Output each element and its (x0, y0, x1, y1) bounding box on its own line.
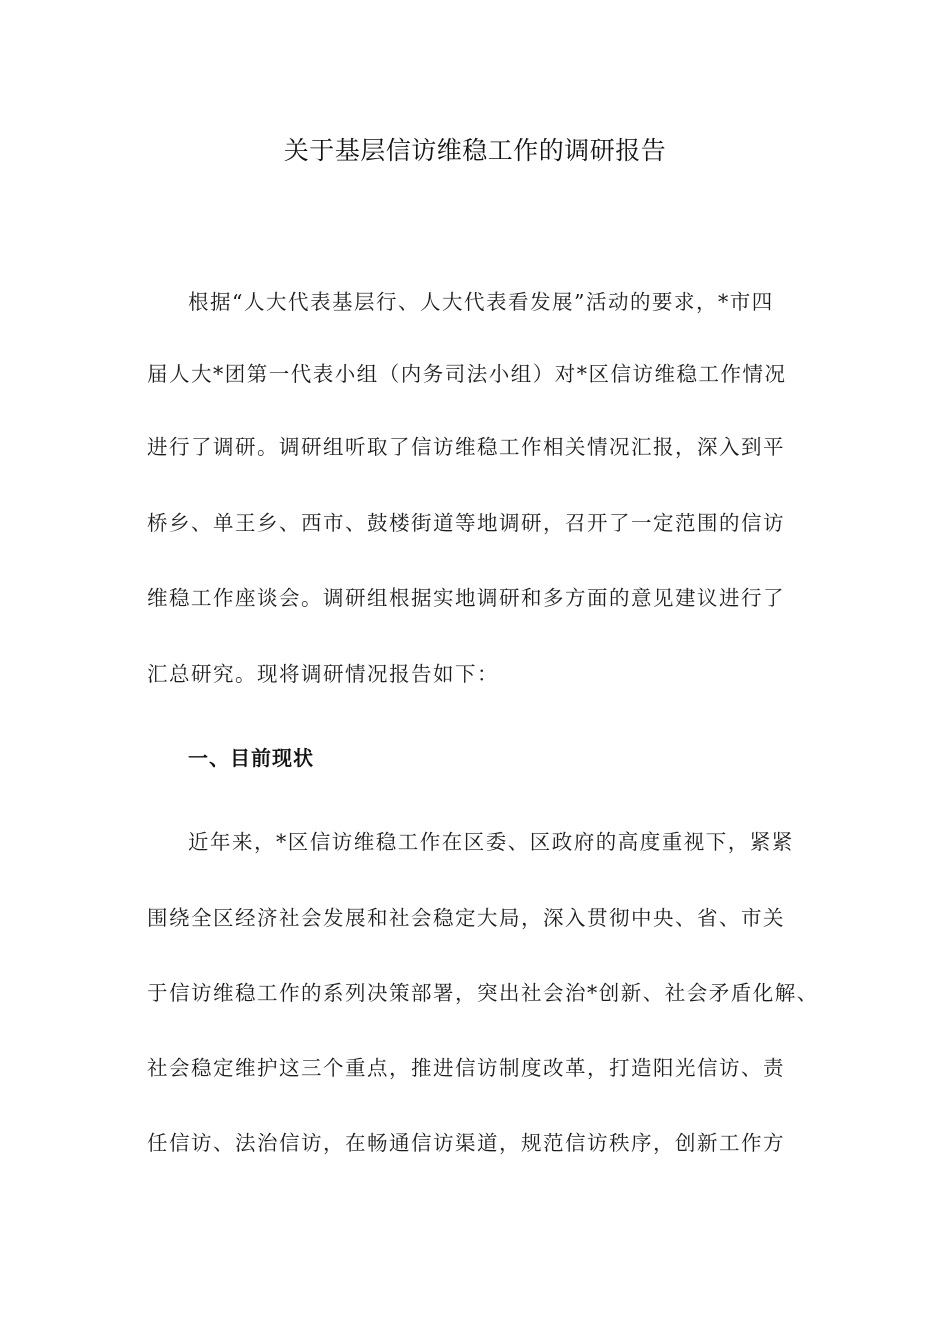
section-heading: 一、目前现状 (188, 746, 314, 770)
paragraph-1-line-4: 桥乡、单王乡、西市、鼓楼街道等地调研，召开了一定范围的信访 (147, 511, 785, 535)
paragraph-2-line-3: 于信访维稳工作的系列决策部署，突出社会治*创新、社会矛盾化解、 (147, 981, 819, 1005)
document-title: 关于基层信访维稳工作的调研报告 (283, 136, 667, 165)
paragraph-1-line-6: 汇总研究。现将调研情况报告如下： (147, 662, 499, 686)
paragraph-2-line-1: 近年来，*区信访维稳工作在区委、区政府的高度重视下，紧紧 (188, 830, 794, 854)
paragraph-1-line-2: 届人大*团第一代表小组（内务司法小组）对*区信访维稳工作情况 (147, 362, 787, 386)
paragraph-1-line-3: 进行了调研。调研组听取了信访维稳工作相关情况汇报，深入到平 (147, 435, 785, 459)
paragraph-1-line-5: 维稳工作座谈会。调研组根据实地调研和多方面的意见建议进行了 (147, 586, 785, 610)
paragraph-1-line-1: 根据“人大代表基层行、人大代表看发展”活动的要求，*市四 (188, 290, 774, 314)
paragraph-2-line-5: 任信访、法治信访，在畅通信访渠道，规范信访秩序，创新工作方 (147, 1131, 785, 1155)
paragraph-2-line-4: 社会稳定维护这三个重点，推进信访制度改革，打造阳光信访、责 (147, 1056, 785, 1080)
paragraph-2-line-2: 围绕全区经济社会发展和社会稳定大局，深入贯彻中央、省、市关 (147, 906, 785, 930)
